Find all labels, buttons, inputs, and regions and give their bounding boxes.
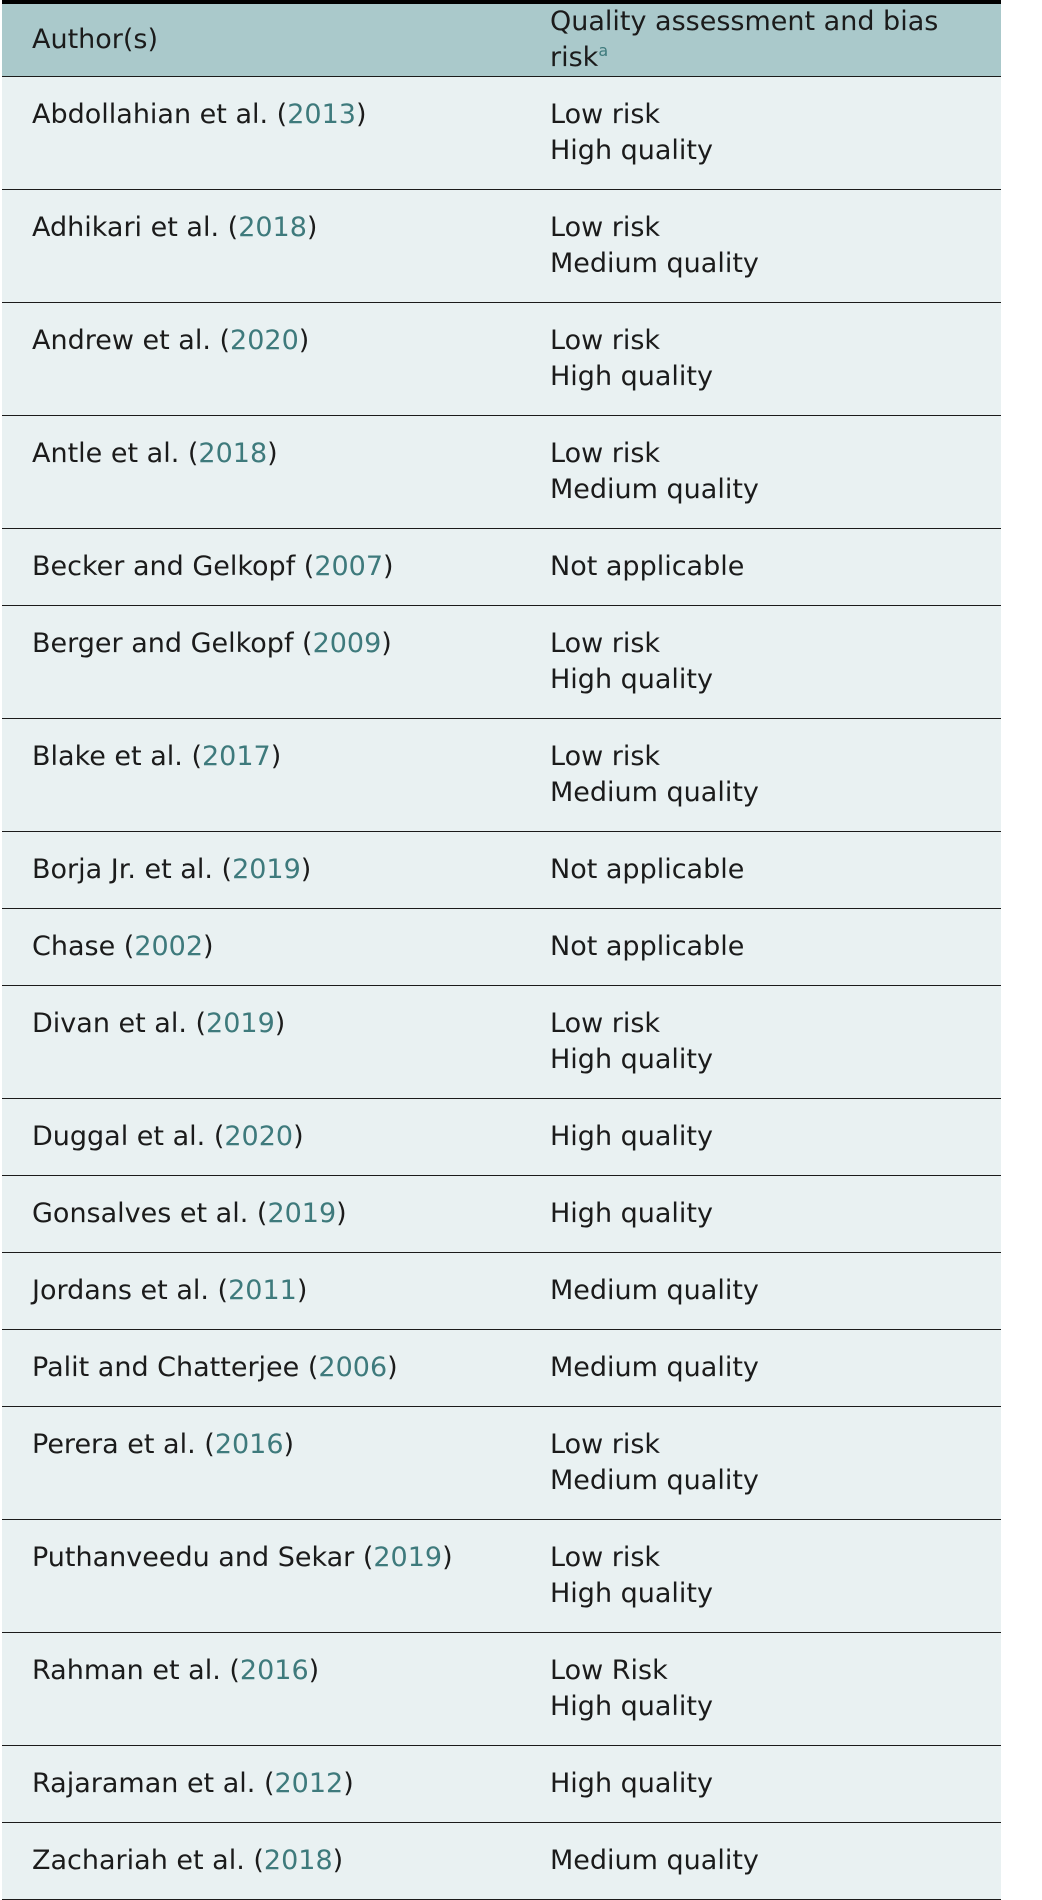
assessment-line: Not applicable: [550, 551, 745, 582]
assessment-line: Low Risk: [550, 1655, 668, 1686]
table-row: [2, 416, 1001, 529]
table-row: [2, 1823, 1001, 1900]
author-name: Zachariah et al.: [32, 1845, 245, 1876]
table-row: [2, 606, 1001, 719]
author-cell: Duggal et al. (2020): [2, 1099, 520, 1176]
table-row: [2, 303, 1001, 416]
assessment-line: High quality: [550, 1044, 714, 1075]
author-cell: Blake et al. (2017): [2, 719, 520, 832]
assessment-cell: [520, 77, 1001, 190]
author-cell: Abdollahian et al. (2013): [2, 77, 520, 190]
assessment-line: Low risk: [550, 325, 661, 356]
citation-year-link[interactable]: 2018: [238, 212, 307, 243]
assessment-line: High quality: [550, 664, 714, 695]
citation-year-link[interactable]: 2016: [239, 1655, 309, 1686]
assessment-line: Medium quality: [550, 777, 759, 808]
citation-year-link[interactable]: 2011: [228, 1275, 297, 1306]
assessment-line: Low risk: [550, 212, 661, 243]
table-row: [2, 1633, 1001, 1746]
assessment-line: Low risk: [550, 99, 661, 130]
citation-year-link[interactable]: 2019: [206, 1008, 275, 1039]
author-name: Berger and Gelkopf: [32, 628, 294, 659]
assessment-line: Low risk: [550, 628, 661, 659]
author-cell: Adhikari et al. (2018): [2, 190, 520, 303]
assessment-cell: [520, 986, 1001, 1099]
author-cell: Perera et al. (2016): [2, 1407, 520, 1520]
assessment-line: Low risk: [550, 438, 661, 469]
citation-year-link[interactable]: 2016: [214, 1429, 284, 1460]
author-cell: Divan et al. (2019): [2, 986, 520, 1099]
citation-year-link[interactable]: 2007: [314, 551, 384, 582]
assessment-cell: [520, 909, 1001, 986]
table-row: [2, 1407, 1001, 1520]
author-cell: Rajaraman et al. (2012): [2, 1746, 520, 1823]
table-body: [2, 77, 1001, 1900]
assessment-cell: [520, 1407, 1001, 1520]
author-name: Perera et al.: [32, 1429, 196, 1460]
table-row: [2, 190, 1001, 303]
assessment-cell: [520, 529, 1001, 606]
assessment-cell: [520, 1330, 1001, 1407]
author-name: Palit and Chatterjee: [32, 1352, 300, 1383]
assessment-line: High quality: [550, 135, 714, 166]
column-header-quality: [520, 4, 1001, 77]
citation-year-link[interactable]: 2013: [287, 99, 356, 130]
citation-year-link[interactable]: 2018: [263, 1845, 333, 1876]
author-cell: Borja Jr. et al. (2019): [2, 832, 520, 909]
quality-header-label: Quality assessment and bias risk: [550, 6, 939, 73]
author-cell: Andrew et al. (2020): [2, 303, 520, 416]
assessment-cell: [520, 1253, 1001, 1330]
author-name: Andrew et al.: [32, 325, 211, 356]
assessment-cell: [520, 1176, 1001, 1253]
footnote-marker[interactable]: a: [598, 41, 609, 60]
author-name: Divan et al.: [32, 1008, 187, 1039]
assessment-cell: [520, 719, 1001, 832]
author-cell: Antle et al. (2018): [2, 416, 520, 529]
citation-year-link[interactable]: 2009: [312, 628, 382, 659]
assessment-cell: [520, 1099, 1001, 1176]
author-name: Antle et al.: [32, 438, 180, 469]
author-cell: Becker and Gelkopf (2007): [2, 529, 520, 606]
author-name: Borja Jr. et al.: [32, 854, 213, 885]
table-row: [2, 77, 1001, 190]
citation-year-link[interactable]: 2002: [134, 931, 204, 962]
author-cell: Gonsalves et al. (2019): [2, 1176, 520, 1253]
author-name: Duggal et al.: [32, 1121, 206, 1152]
assessment-line: Medium quality: [550, 1275, 759, 1306]
author-cell: Jordans et al. (2011): [2, 1253, 520, 1330]
assessment-line: Low risk: [550, 1542, 661, 1573]
assessment-cell: [520, 303, 1001, 416]
assessment-line: Not applicable: [550, 854, 745, 885]
author-name: Abdollahian et al.: [32, 99, 269, 130]
author-name: Adhikari et al.: [32, 212, 220, 243]
author-name: Rajaraman et al.: [32, 1768, 256, 1799]
quality-assessment-table-container: [2, 0, 1001, 1900]
citation-year-link[interactable]: 2019: [267, 1198, 337, 1229]
author-cell: Palit and Chatterjee (2006): [2, 1330, 520, 1407]
author-name: Jordans et al.: [32, 1275, 209, 1306]
citation-year-link[interactable]: 2012: [274, 1768, 344, 1799]
assessment-line: Not applicable: [550, 931, 745, 962]
table-row: [2, 909, 1001, 986]
assessment-line: Medium quality: [550, 474, 759, 505]
table-header: [2, 4, 1001, 77]
assessment-cell: [520, 1746, 1001, 1823]
author-name: Gonsalves et al.: [32, 1198, 249, 1229]
author-header-label: Author(s): [32, 24, 159, 55]
author-cell: Puthanveedu and Sekar (2019): [2, 1520, 520, 1633]
header-row: [2, 4, 1001, 77]
assessment-line: Medium quality: [550, 248, 759, 279]
author-cell: Rahman et al. (2016): [2, 1633, 520, 1746]
assessment-line: High quality: [550, 1768, 714, 1799]
author-name: Becker and Gelkopf: [32, 551, 296, 582]
assessment-line: High quality: [550, 1121, 714, 1152]
assessment-line: High quality: [550, 1691, 714, 1722]
citation-year-link[interactable]: 2019: [232, 854, 301, 885]
citation-year-link[interactable]: 2006: [318, 1352, 388, 1383]
table-row: [2, 832, 1001, 909]
assessment-cell: [520, 416, 1001, 529]
assessment-cell: [520, 832, 1001, 909]
table-row: [2, 529, 1001, 606]
author-cell: Chase (2002): [2, 909, 520, 986]
assessment-line: High quality: [550, 361, 714, 392]
author-name: Rahman et al.: [32, 1655, 221, 1686]
assessment-line: High quality: [550, 1578, 714, 1609]
table-row: [2, 1746, 1001, 1823]
assessment-cell: [520, 1520, 1001, 1633]
citation-year-link[interactable]: 2017: [201, 741, 271, 772]
table-row: [2, 1330, 1001, 1407]
assessment-line: Low risk: [550, 1008, 661, 1039]
author-cell: Berger and Gelkopf (2009): [2, 606, 520, 719]
author-name: Puthanveedu and Sekar: [32, 1542, 355, 1573]
author-name: Blake et al.: [32, 741, 183, 772]
quality-assessment-table: [2, 4, 1001, 1900]
assessment-line: Medium quality: [550, 1352, 759, 1383]
table-row: [2, 1099, 1001, 1176]
table-row: [2, 986, 1001, 1099]
citation-year-link[interactable]: 2019: [373, 1542, 443, 1573]
column-header-author: [2, 4, 520, 77]
author-cell: Zachariah et al. (2018): [2, 1823, 520, 1900]
citation-year-link[interactable]: 2020: [230, 325, 299, 356]
citation-year-link[interactable]: 2018: [198, 438, 268, 469]
table-row: [2, 1176, 1001, 1253]
author-name: Chase: [32, 931, 116, 962]
assessment-line: Medium quality: [550, 1465, 759, 1496]
assessment-cell: [520, 1633, 1001, 1746]
citation-year-link[interactable]: 2020: [224, 1121, 294, 1152]
table-row: [2, 719, 1001, 832]
assessment-cell: [520, 1823, 1001, 1900]
table-row: [2, 1253, 1001, 1330]
assessment-cell: [520, 190, 1001, 303]
assessment-line: High quality: [550, 1198, 714, 1229]
assessment-line: Medium quality: [550, 1845, 759, 1876]
table-row: [2, 1520, 1001, 1633]
assessment-line: Low risk: [550, 1429, 661, 1460]
assessment-line: Low risk: [550, 741, 661, 772]
assessment-cell: [520, 606, 1001, 719]
